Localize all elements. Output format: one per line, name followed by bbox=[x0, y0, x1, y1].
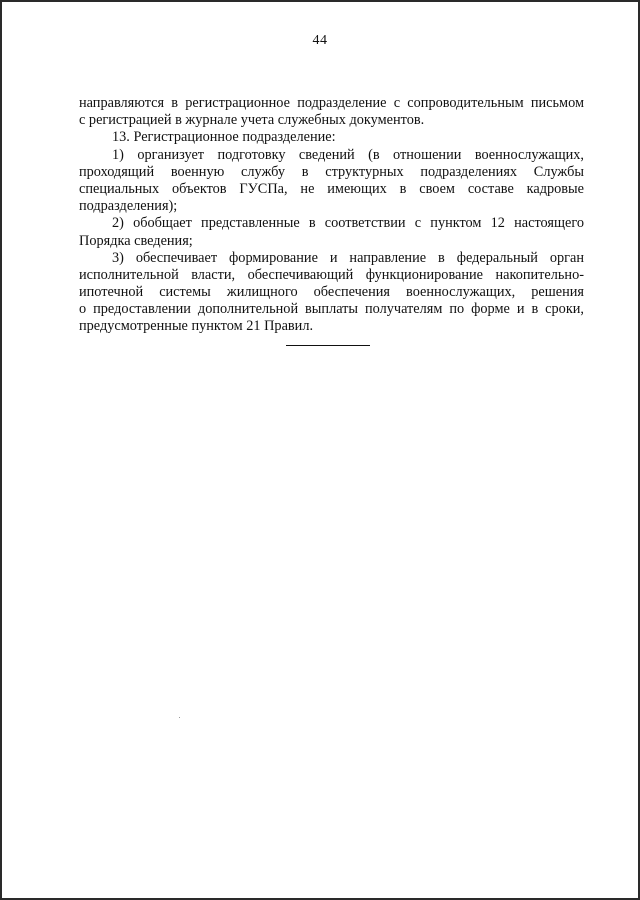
text-line: специальных объектов ГУСПа, не имеющих в своем составе кадровые bbox=[79, 180, 584, 197]
scan-edge-top bbox=[0, 0, 640, 2]
text-line: Порядка сведения; bbox=[79, 232, 193, 249]
scan-speck bbox=[179, 717, 180, 718]
text-line: ипотечной системы жилищного обеспечения военнослужащих, решения bbox=[79, 284, 584, 301]
text-line: направляются в регистрационное подразделение с сопроводительным письмом bbox=[79, 95, 584, 111]
scan-edge-left bbox=[0, 0, 2, 900]
paragraph-heading: 13. Регистрационное подразделение: bbox=[112, 129, 336, 146]
text-line: предусмотренные пунктом 21 Правил. bbox=[79, 318, 314, 335]
text-line: подразделения); bbox=[79, 198, 178, 215]
page-number: 44 bbox=[312, 33, 328, 48]
list-item-start: 2) обобщает представленные в соответствии с пунктом 12 настоящего bbox=[112, 215, 584, 232]
text-line: исполнительной власти, обеспечивающий функционирование накопительно- bbox=[79, 266, 584, 283]
list-item-start: 1) организует подготовку сведений (в отношении военнослужащих, bbox=[112, 146, 584, 163]
list-item-start: 3) обеспечивает формирование и направление в федеральный орган bbox=[112, 249, 584, 266]
text-line: о предоставлении дополнительной выплаты получателям по форме и в сроки, bbox=[79, 301, 584, 318]
end-of-text-rule bbox=[286, 345, 370, 346]
document-body bbox=[79, 95, 584, 336]
text-line: проходящий военную службу в структурных подразделениях Службы bbox=[79, 163, 584, 180]
text-line: с регистрацией в журнале учета служебных документов. bbox=[79, 112, 425, 129]
